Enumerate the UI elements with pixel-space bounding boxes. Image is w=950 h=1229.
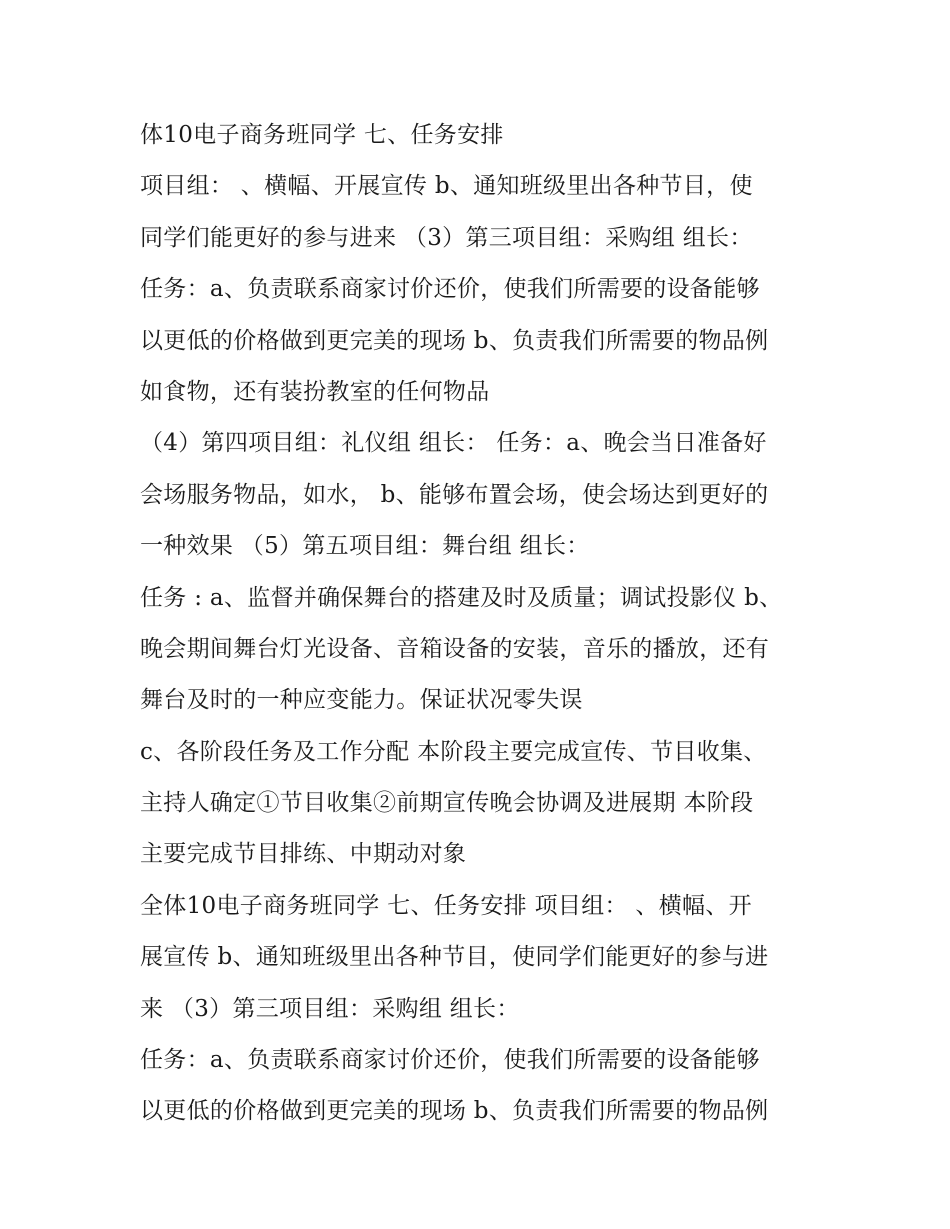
text-line: 任务 : a、监督并确保舞台的搭建及时及质量；调试投影仪 b、	[140, 584, 783, 611]
text-line: 主持人确定①节目收集②前期宣传晚会协调及进展期 本阶段	[140, 790, 754, 817]
text-line: 展宣传 b、通知班级里出各种节目，使同学们能更好的参与进	[140, 944, 769, 971]
document-body	[140, 110, 820, 1138]
text-line: 一种效果 （5）第五项目组：舞台组 组长：	[140, 533, 590, 560]
text-line: （4）第四项目组：礼仪组 组长： 任务：a、晚会当日准备好	[140, 430, 767, 457]
text-line: 体10电子商务班同学 七、任务安排	[140, 122, 504, 148]
text-line: 全体10电子商务班同学 七、任务安排 项目组： 、横幅、开	[140, 892, 752, 919]
text-line: 任务：a、负责联系商家讨价还价，使我们所需要的设备能够	[140, 1047, 760, 1074]
text-line: 任务：a、负责联系商家讨价还价，使我们所需要的设备能够	[140, 276, 760, 303]
text-line: 项目组： 、横幅、开展宣传 b、通知班级里出各种节目，使	[140, 173, 753, 200]
text-line: 主要完成节目排练、中期动对象	[140, 841, 467, 868]
text-line: 同学们能更好的参与进来 （3）第三项目组：采购组 组长：	[140, 224, 753, 251]
text-line: 来 （3）第三项目组：采购组 组长：	[140, 995, 520, 1022]
text-line: 以更低的价格做到更完美的现场 b、负责我们所需要的物品例	[140, 327, 769, 354]
text-line: 会场服务物品，如水， b、能够布置会场，使会场达到更好的	[140, 481, 769, 508]
text-line: c、各阶段任务及工作分配 本阶段主要完成宣传、节目收集、	[140, 738, 767, 765]
text-line: 以更低的价格做到更完美的现场 b、负责我们所需要的物品例	[140, 1098, 769, 1125]
text-line: 晚会期间舞台灯光设备、音箱设备的安装，音乐的播放，还有	[140, 635, 770, 662]
text-line: 舞台及时的一种应变能力。保证状况零失误	[140, 687, 583, 714]
text-line: 如食物，还有装扮教室的任何物品	[140, 378, 490, 405]
